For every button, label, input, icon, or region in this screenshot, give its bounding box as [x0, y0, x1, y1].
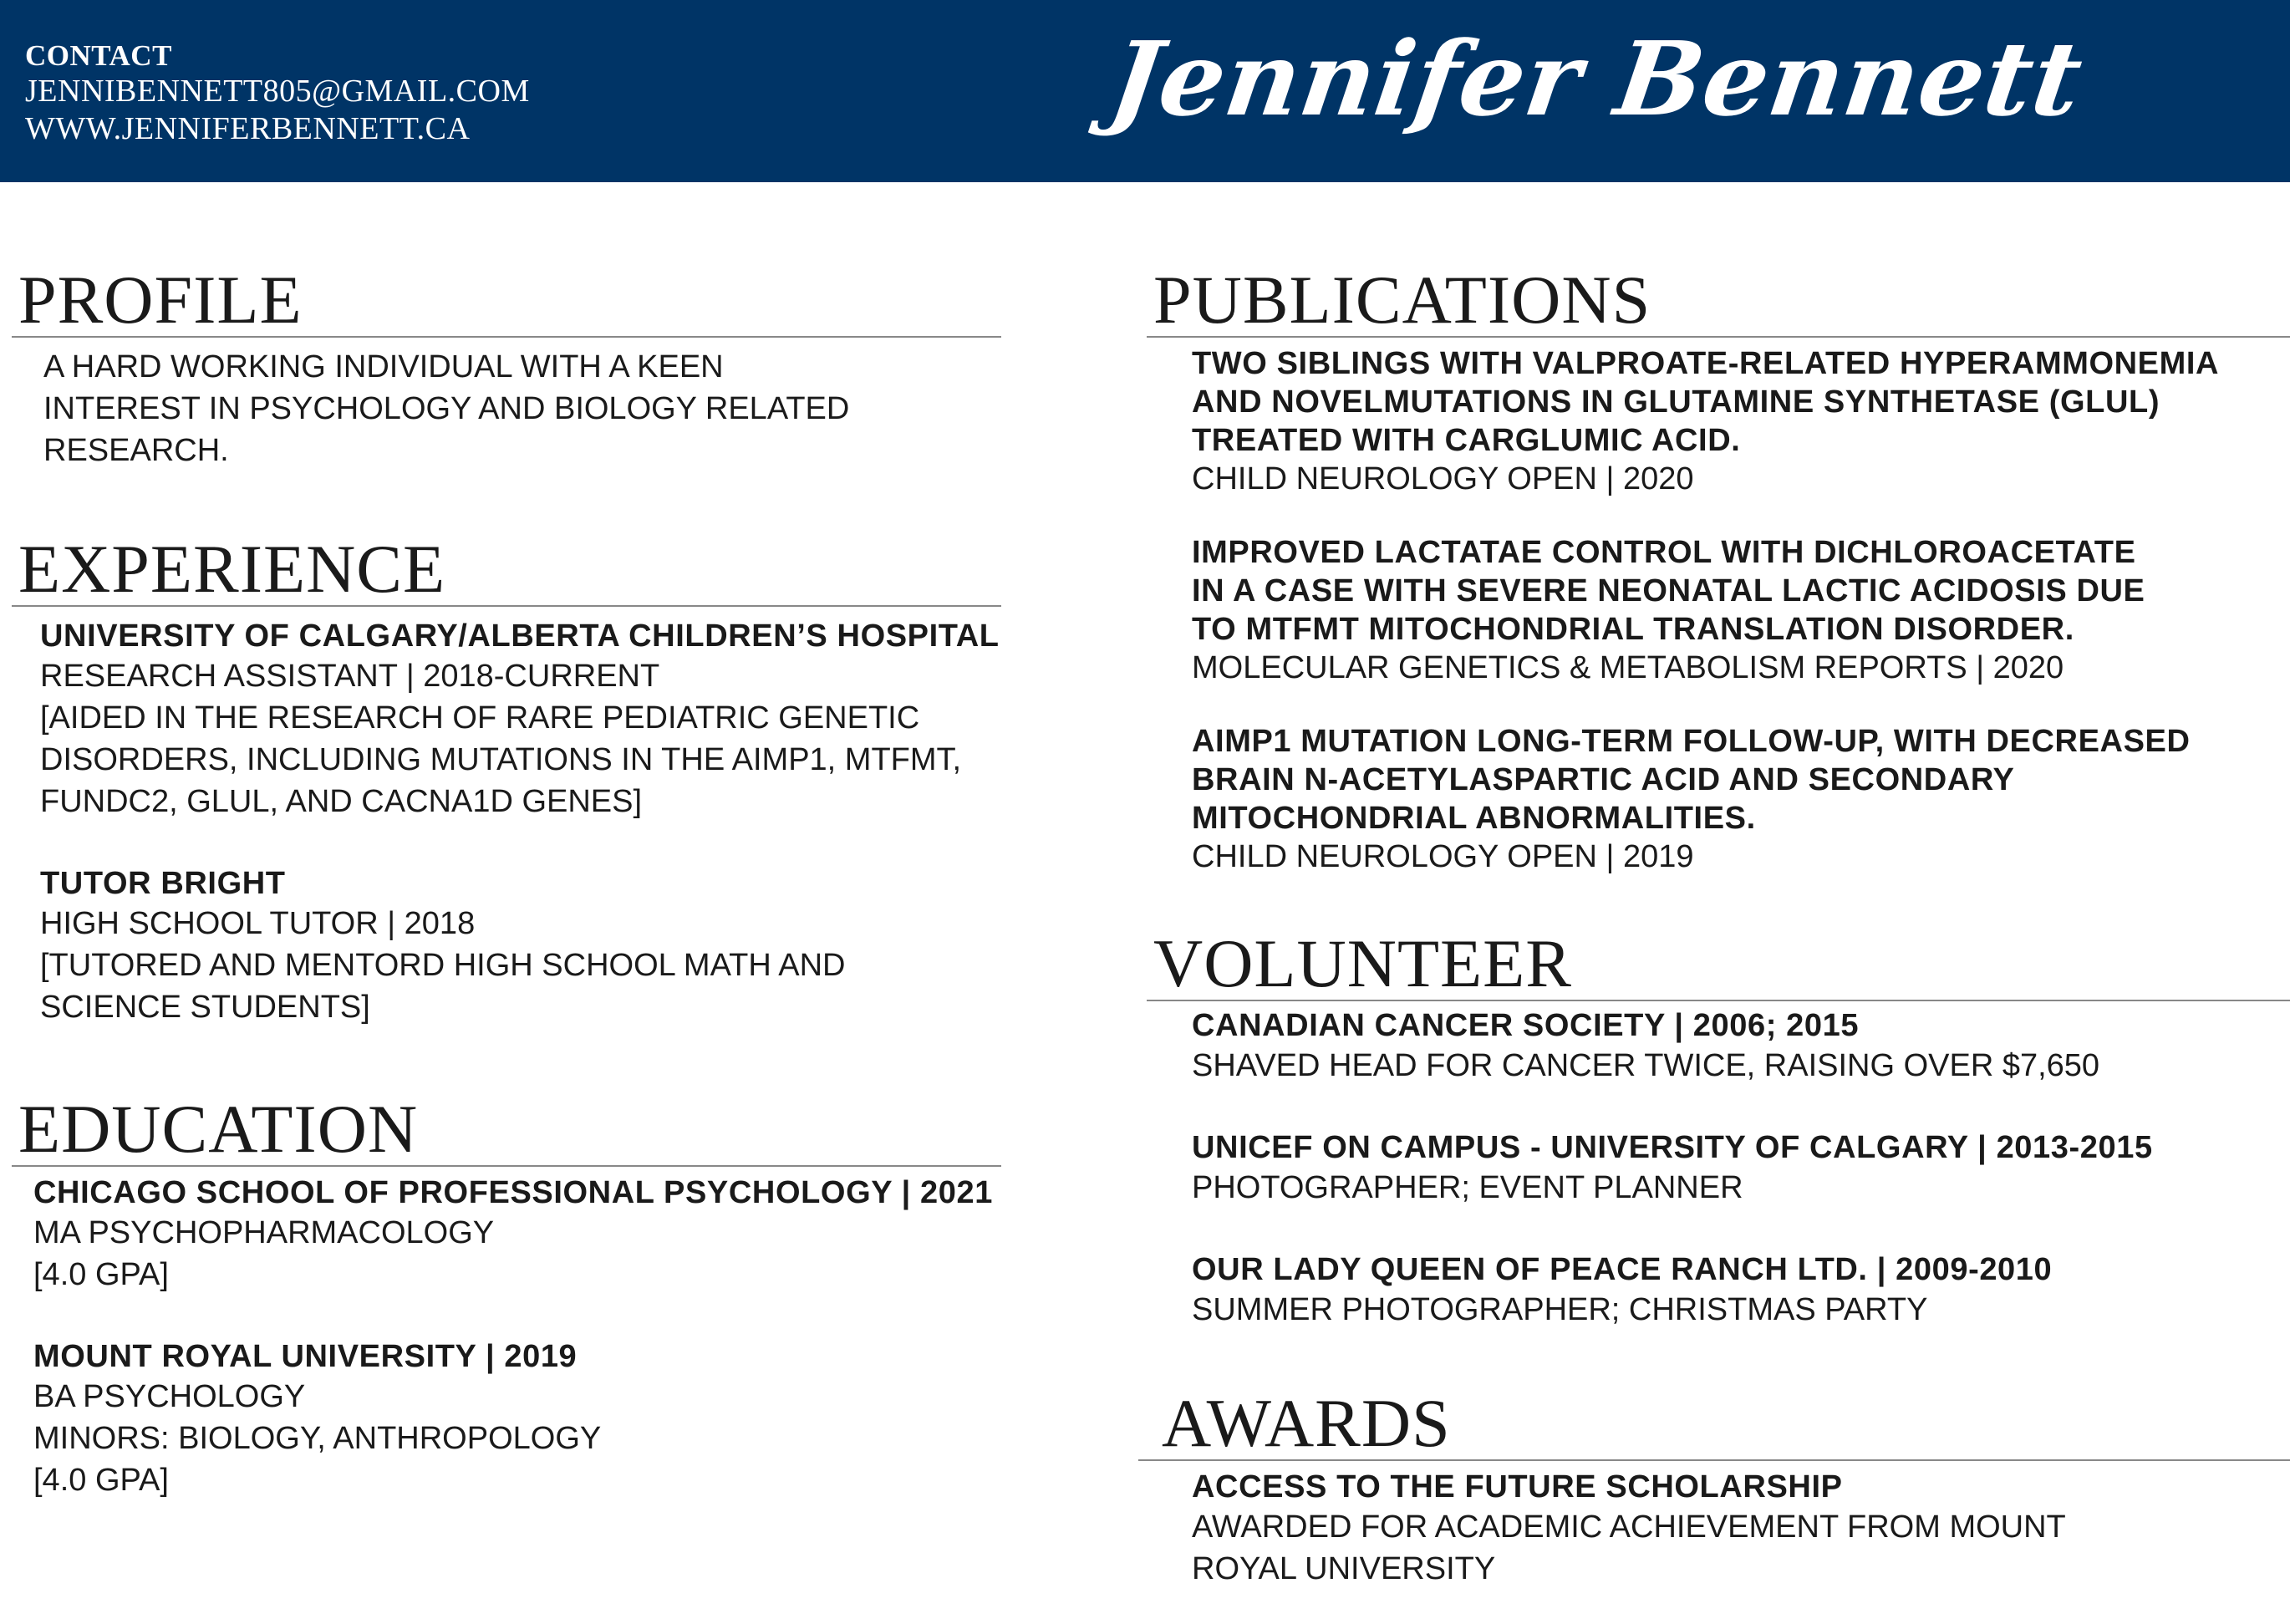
contact-website[interactable]: WWW.JENNIFERBENNETT.CA — [25, 111, 471, 147]
header-banner — [0, 0, 2290, 182]
publications-section — [1147, 262, 2290, 876]
publication-entry — [1192, 344, 2290, 498]
experience-line: SCIENCE STUDENTS] — [40, 990, 370, 1025]
education-heading: EDUCATION — [12, 1095, 1001, 1167]
awards-body — [1138, 1461, 2290, 1590]
experience-body — [12, 607, 1001, 1028]
volunteer-desc: SHAVED HEAD FOR CANCER TWICE, RAISING OVER $7,650 — [1192, 1048, 2100, 1083]
profile-body — [12, 338, 1001, 471]
publication-title-line: MITOCHONDRIAL ABNORMALITIES. — [1192, 801, 1756, 836]
candidate-name: Jennifer Bennett — [1102, 18, 2090, 139]
education-line: MA PSYCHOPHARMACOLOGY — [33, 1215, 495, 1250]
publication-title-line: TWO SIBLINGS WITH VALPROATE-RELATED HYPERAMMONEMIA — [1192, 346, 2220, 381]
education-line: [4.0 GPA] — [33, 1257, 169, 1292]
experience-org: UNIVERSITY OF CALGARY/ALBERTA CHILDREN’S HOSPITAL — [40, 619, 1000, 654]
experience-line: [AIDED IN THE RESEARCH OF RARE PEDIATRIC GENETIC — [40, 700, 920, 736]
volunteer-desc: PHOTOGRAPHER; EVENT PLANNER — [1192, 1170, 1743, 1205]
volunteer-entry — [1192, 1128, 2290, 1209]
publication-journal: CHILD NEUROLOGY OPEN | 2020 — [1192, 461, 1694, 496]
experience-entry — [40, 864, 1001, 1028]
publication-title-line: BRAIN N-ACETYLASPARTIC ACID AND SECONDARY — [1192, 762, 2015, 797]
publication-title-line: AND NOVELMUTATIONS IN GLUTAMINE SYNTHETASE (GLUL) — [1192, 384, 2160, 420]
profile-line: RESEARCH. — [43, 433, 229, 468]
award-title: ACCESS TO THE FUTURE SCHOLARSHIP — [1192, 1469, 1843, 1504]
volunteer-heading: VOLUNTEER — [1147, 929, 2290, 1001]
volunteer-body — [1147, 1001, 2290, 1331]
volunteer-section — [1147, 925, 2290, 1331]
volunteer-entry — [1192, 1250, 2290, 1331]
education-line: MINORS: BIOLOGY, ANTHROPOLOGY — [33, 1421, 602, 1456]
award-entry — [1192, 1468, 2290, 1590]
education-entry — [33, 1337, 1001, 1501]
award-line: AWARDED FOR ACADEMIC ACHIEVEMENT FROM MOUNT — [1192, 1509, 2066, 1545]
profile-line: INTEREST IN PSYCHOLOGY AND BIOLOGY RELATED — [43, 391, 850, 426]
experience-entry — [40, 617, 1001, 822]
education-section — [12, 1091, 1001, 1501]
publication-title-line: TO MTFMT MITOCHONDRIAL TRANSLATION DISORDER. — [1192, 612, 2074, 647]
contact-label: CONTACT — [25, 39, 172, 72]
experience-line: FUNDC2, GLUL, AND CACNA1D GENES] — [40, 784, 643, 819]
profile-line: A HARD WORKING INDIVIDUAL WITH A KEEN — [43, 349, 724, 384]
publication-journal: MOLECULAR GENETICS & METABOLISM REPORTS | 2020 — [1192, 650, 2064, 685]
experience-section — [12, 531, 1001, 1028]
education-body — [12, 1167, 1001, 1501]
volunteer-org: UNICEF ON CAMPUS - UNIVERSITY OF CALGARY | 2013-2015 — [1192, 1130, 2153, 1165]
experience-line: [TUTORED AND MENTORD HIGH SCHOOL MATH AND — [40, 948, 846, 983]
profile-heading: PROFILE — [12, 266, 1001, 338]
award-line: ROYAL UNIVERSITY — [1192, 1551, 1496, 1586]
publication-entry — [1192, 722, 2290, 876]
education-org: CHICAGO SCHOOL OF PROFESSIONAL PSYCHOLOGY | 2021 — [33, 1175, 993, 1210]
experience-heading: EXPERIENCE — [12, 535, 1001, 607]
contact-block — [25, 40, 530, 149]
volunteer-desc: SUMMER PHOTOGRAPHER; CHRISTMAS PARTY — [1192, 1292, 1928, 1327]
publications-body — [1147, 338, 2290, 876]
education-line: BA PSYCHOLOGY — [33, 1379, 306, 1414]
volunteer-org: CANADIAN CANCER SOCIETY | 2006; 2015 — [1192, 1008, 1860, 1043]
publications-heading: PUBLICATIONS — [1147, 266, 2290, 338]
profile-section — [12, 262, 1001, 471]
education-line: [4.0 GPA] — [33, 1463, 169, 1498]
experience-line: DISORDERS, INCLUDING MUTATIONS IN THE AIMP1, MTFMT, — [40, 742, 962, 777]
experience-line: RESEARCH ASSISTANT | 2018-CURRENT — [40, 659, 660, 694]
publication-journal: CHILD NEUROLOGY OPEN | 2019 — [1192, 839, 1694, 874]
publication-entry — [1192, 533, 2290, 687]
experience-org: TUTOR BRIGHT — [40, 866, 286, 901]
awards-heading: AWARDS — [1138, 1389, 2290, 1461]
volunteer-org: OUR LADY QUEEN OF PEACE RANCH LTD. | 2009-2010 — [1192, 1252, 2053, 1287]
contact-email[interactable]: JENNIBENNETT805@GMAIL.COM — [25, 73, 530, 109]
education-org: MOUNT ROYAL UNIVERSITY | 2019 — [33, 1339, 578, 1374]
publication-title-line: AIMP1 MUTATION LONG-TERM FOLLOW-UP, WITH DECREASED — [1192, 724, 2191, 759]
volunteer-entry — [1192, 1006, 2290, 1087]
publication-title-line: TREATED WITH CARGLUMIC ACID. — [1192, 423, 1741, 458]
publication-title-line: IMPROVED LACTATAE CONTROL WITH DICHLOROACETATE — [1192, 535, 2136, 570]
awards-section — [1138, 1385, 2290, 1590]
publication-title-line: IN A CASE WITH SEVERE NEONATAL LACTIC ACIDOSIS DUE — [1192, 573, 2145, 608]
experience-line: HIGH SCHOOL TUTOR | 2018 — [40, 906, 476, 941]
education-entry — [33, 1173, 1001, 1296]
